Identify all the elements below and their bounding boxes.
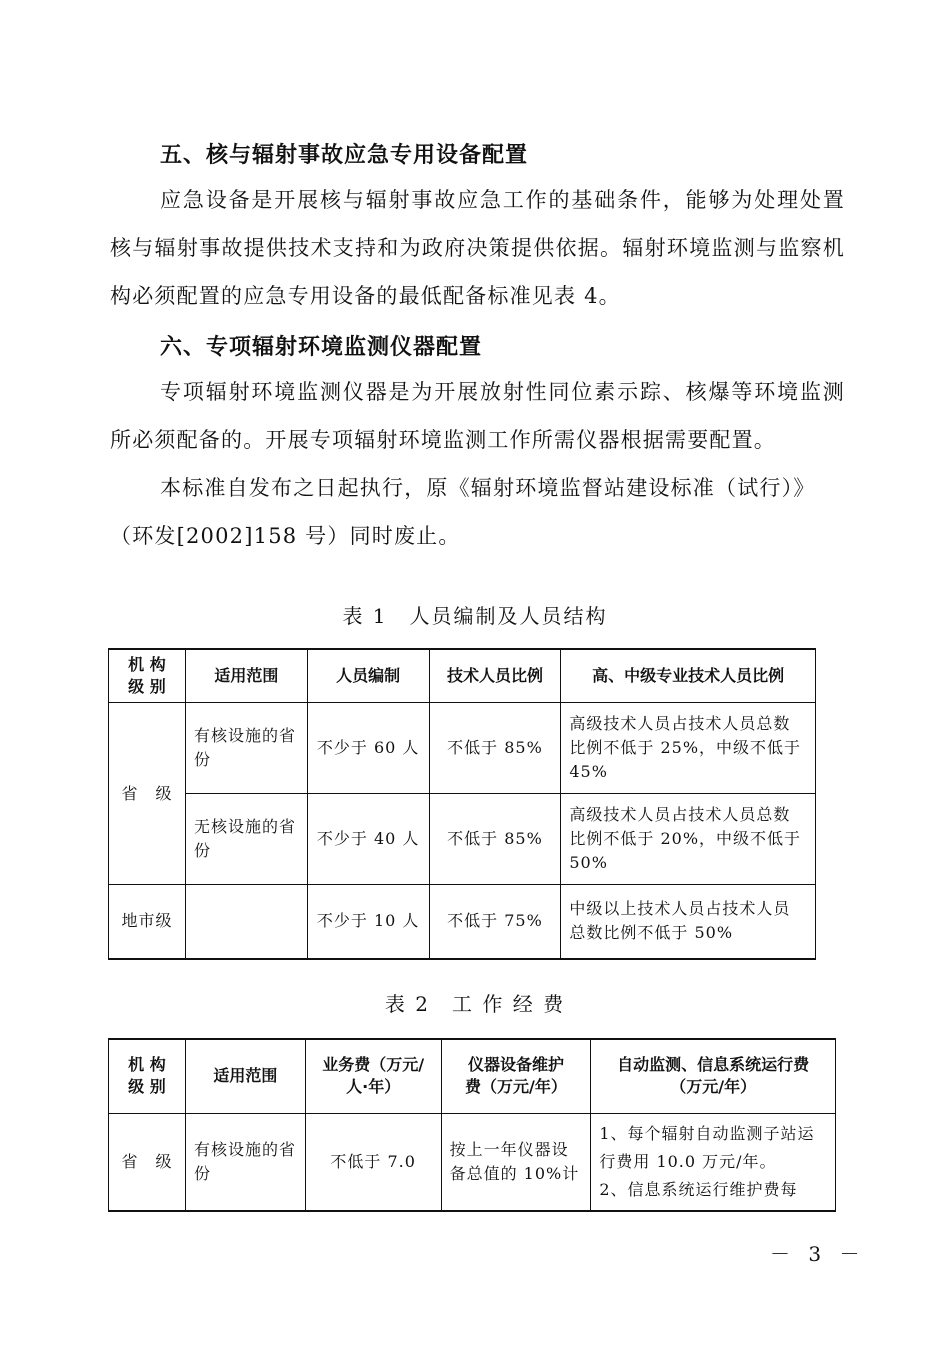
table1-row3-staff: 不少于 10 人 <box>307 885 429 959</box>
table1-header-scope: 适用范围 <box>185 649 307 703</box>
table1-row1-ratio: 不低于 85% <box>429 703 561 794</box>
section6-heading: 六、专项辐射环境监测仪器配置 <box>160 335 483 360</box>
page-number: － 3 － <box>770 1242 866 1266</box>
table1-header-senior: 高、中级专业技术人员比例 <box>561 649 816 703</box>
table1-row3-scope <box>185 885 307 959</box>
table1-header-level: 机 构 级 别 <box>109 649 186 703</box>
table2-row1-level: 省 级 <box>109 1113 186 1211</box>
table2-row1-operation-line2: 2、信息系统运行维护费每 <box>599 1179 798 1199</box>
table1-row2-ratio: 不低于 85% <box>429 794 561 885</box>
table1 <box>108 648 816 960</box>
table1-header-ratio: 技术人员比例 <box>429 649 561 703</box>
table2 <box>108 1038 836 1212</box>
table2-header-scope: 适用范围 <box>185 1039 305 1113</box>
table2-row1-maintenance: 按上一年仪器设备总值的 10%计 <box>441 1113 591 1211</box>
table1-row3-ratio: 不低于 75% <box>429 885 561 959</box>
table1-caption: 表 1 人员编制及人员结构 <box>342 604 608 628</box>
effective-line1: 本标准自发布之日起执行，原《辐射环境监督站建设标准（试行）》 <box>160 476 816 500</box>
table1-header-staff: 人员编制 <box>307 649 429 703</box>
table1-row3-senior: 中级以上技术人员占技术人员总数比例不低于 50% <box>561 885 816 959</box>
section6-paragraph: 专项辐射环境监测仪器是为开展放射性同位素示踪、核爆等环境监测所必须配备的。开展专项辐射环境监测工作所需仪器根据需要配置。 <box>110 380 845 452</box>
table1-row2-scope: 无核设施的省份 <box>185 794 307 885</box>
table1-row1-staff: 不少于 60 人 <box>307 703 429 794</box>
table1-row2-staff: 不少于 40 人 <box>307 794 429 885</box>
table1-row2-senior: 高级技术人员占技术人员总数比例不低于 20%，中级不低于 50% <box>561 794 816 885</box>
table2-row1-scope: 有核设施的省份 <box>185 1113 305 1211</box>
table2-row1-operation <box>591 1113 836 1211</box>
table2-caption: 表 2 工 作 经 费 <box>384 992 566 1016</box>
table1-level-province: 省 级 <box>109 703 186 885</box>
section5-heading: 五、核与辐射事故应急专用设备配置 <box>160 143 529 168</box>
effective-line2: （环发[2002]158 号）同时废止。 <box>110 524 461 548</box>
table1-level-city: 地市级 <box>109 885 186 959</box>
table2-row1-business: 不低于 7.0 <box>305 1113 441 1211</box>
table2-header-maintenance: 仪器设备维护 费（万元/年） <box>441 1039 591 1113</box>
table1-row1-senior: 高级技术人员占技术人员总数比例不低于 25%，中级不低于 45% <box>561 703 816 794</box>
table2-row1-operation-line1: 1、每个辐射自动监测子站运行费用 10.0 万元/年。 <box>599 1123 815 1171</box>
table1-row1-scope: 有核设施的省份 <box>185 703 307 794</box>
table2-header-level: 机 构 级 别 <box>109 1039 186 1113</box>
section5-paragraph: 应急设备是开展核与辐射事故应急工作的基础条件，能够为处理处置核与辐射事故提供技术支持和为政府决策提供依据。辐射环境监测与监察机构必须配置的应急专用设备的最低配备标准见表 4。 <box>110 188 845 308</box>
table2-header-business: 业务费（万元/ 人·年） <box>305 1039 441 1113</box>
table2-header-operation: 自动监测、信息系统运行费 （万元/年） <box>591 1039 836 1113</box>
